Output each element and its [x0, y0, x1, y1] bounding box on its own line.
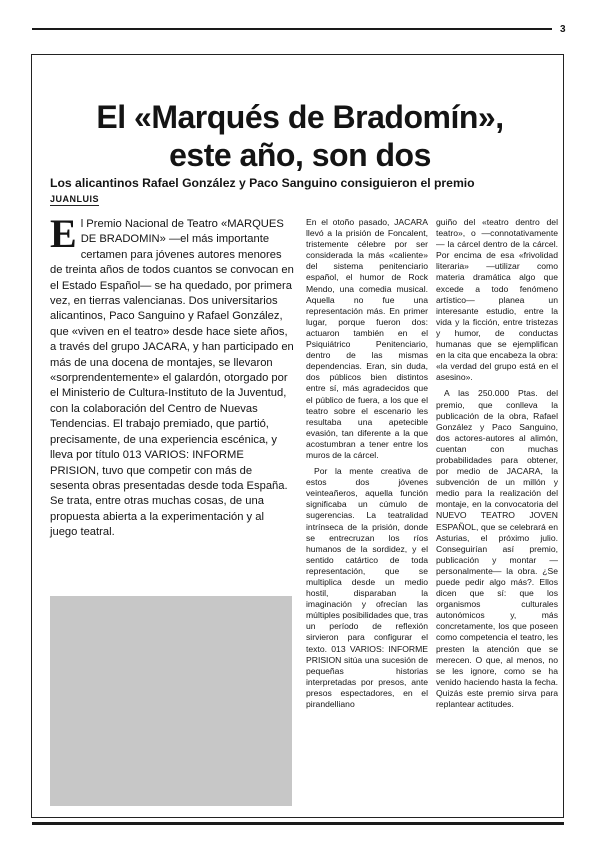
column-1-paragraph-2: Por la mente creativa de estos dos jóvenes veinteañeros, aquella función significaba un cúmulo de sugerencias. La teatralidad intrínseca de la prisión, donde se entrecruzan los ríos humanos de la sordidez, y el sentido catártico de toda representación, que se multiplica desde un medio hostil, disparaban la imaginación y ofrecían las múltiples posibilidades que, tras un período de reflexión sirvieron para configurar el texto. 013 VARIOS: INFORME PRISION sitúa una sucesión de pequeñas historias interpretadas por presos, ante presos espectadores, en el pirandelliano — [306, 466, 428, 710]
deck: Los alicantinos Rafael González y Paco Sanguino consiguieron el premio — [50, 176, 475, 190]
page-number: 3 — [560, 24, 566, 35]
lead-text: l Premio Nacional de Teatro «MARQUES DE BRADOMIN» —el más importante certamen para jóvenes autores menores de treinta años de todos cuantos se convocan en el Estado Español— se ha quedado, por primera vez, en tierras valencianas. Dos universitarios alicantinos, Paco Sanguino y Rafael González, que «viven en el teatro» desde hace siete años, a través del grupo JACARA, y han participado en más de una docena de montajes, se llevaron «sorprendentemente» el galardón, otorgado por el Ministerio de Cultura-Instituto de la Juventud, con la colaboración del Centro de Nuevas Tendencias. El trabajo premiado, que partió, precisamente, de una experiencia escénica, y lleva por título 013 VARIOS: INFORME PRISION, tuvo que competir con más de sesenta obras presentadas desde toda España. Se trata, entre otras muchas cosas, de una propuesta abierta a la experimentación y al juego teatral. — [50, 218, 294, 539]
bottom-rule — [32, 822, 564, 825]
article-column-2 — [436, 217, 558, 710]
column-2-paragraph-2: A las 250.000 Ptas. del premio, que conlleva la publicación de la obra, Rafael González y Paco Sanguino, dos actores-autores al alimón, cuentan con muchas probabilidades para obtener, por medio de JACARA, la subvención de un millón y medio para la realización del montaje, en la convocatoria del NUEVO TEATRO JOVEN ESPAÑOL, que se celebrará en Asturias, el próximo julio. Conseguirían así premio, publicación y montar —personalmente— la obra. ¿Se puede pedir algo más?. Ellos dicen que sí: que los organismos culturales autonómicos y, más concretamente, los que poseen como competencia el teatro, les presten la atención que se merecen. O que, al menos, no se les ignore, como se ha venido haciendo hasta la fecha. Quizás este premio sirva para replantear actitudes. — [436, 388, 558, 710]
column-2-paragraph-1: guiño del «teatro dentro del teatro», o —connotativamente— la cárcel dentro de la cárcel. Por encima de esa «frivolidad literaria» —utilizar como materia dramática algo que excede a todo fenómeno artístico— planea un interesante estudio, entre la vida y la ficción, entre tristezas y humor, de conductas humanas que se ejemplifican en la cita que encabeza la obra: «la verdad del grupo está en el asesino». — [436, 217, 558, 383]
top-rule — [32, 28, 552, 30]
article-column-1 — [306, 217, 428, 710]
headline: El «Marqués de Bradomín», este año, son dos — [96, 99, 504, 173]
byline: JUANLUIS — [50, 194, 100, 204]
photo-placeholder — [50, 596, 292, 806]
drop-cap: E — [50, 211, 77, 256]
column-1-paragraph-1: En el otoño pasado, JACARA llevó a la prisión de Foncalent, tristemente célebre por ser considerada la más «caliente» del sistema penitenciario español, el humor de Rock Mendo, una comedia musical. Aquella no fue una representación más. En primer lugar, porque fueron dos: actuaron también en el Psiquiátrico Penitenciario, dentro de las mismas dependencias. Eran, sin duda, dos públicos bien distintos entre sí, más agradecidos que el público de fuera, a los que el teatro sobre el escenario les resultaba una apetecible evasión, tan diferente a la que acostumbran a tener entre los muros de la cárcel. — [306, 217, 428, 460]
lead-paragraph — [50, 211, 294, 541]
